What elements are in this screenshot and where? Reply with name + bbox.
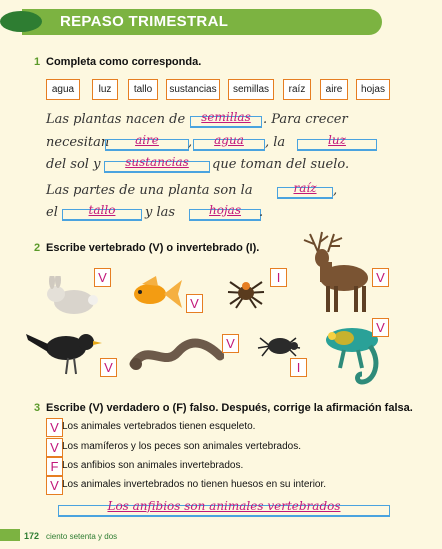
page-title: REPASO TRIMESTRAL — [60, 13, 229, 30]
exercise-number-2: 2 — [34, 242, 41, 254]
word-box: hojas — [356, 79, 390, 100]
sentence-text: Las plantas nacen de — [46, 112, 186, 127]
sentence-text: del sol y — [46, 157, 101, 172]
word-box: agua — [46, 79, 80, 100]
statement-text: Los animales vertebrados tienen esqueleto. — [62, 421, 256, 432]
leaf-icon — [0, 11, 42, 32]
true-false-box[interactable]: V — [46, 476, 63, 495]
vertebrate-answer-box[interactable]: V — [100, 358, 117, 377]
sentence-text: , la — [265, 135, 286, 150]
answer-field[interactable]: hojas — [189, 209, 261, 221]
sentence-text: , — [188, 135, 193, 150]
statement-text: Los animales invertebrados no tienen huesos en su interior. — [62, 479, 327, 490]
answer-field[interactable]: aire — [105, 139, 189, 151]
sentence-text: . — [259, 205, 264, 220]
footer-tab — [0, 529, 20, 541]
answer-field[interactable]: agua — [193, 139, 265, 151]
answer-field[interactable]: raíz — [277, 187, 333, 199]
statement-text: Los anfibios son animales invertebrados. — [62, 460, 244, 471]
invertebrate-answer-box[interactable]: I — [270, 268, 287, 287]
page-number-words: ciento setenta y dos — [46, 532, 118, 541]
answer-field[interactable]: sustancias — [104, 161, 210, 173]
statement-text: Los mamíferos y los peces son animales vertebrados. — [62, 441, 301, 452]
exercise-number-3: 3 — [34, 402, 41, 414]
rabbit-image — [44, 276, 100, 316]
sentence-text: necesitan — [46, 135, 110, 150]
sentence-text: que toman del suelo. — [212, 157, 350, 172]
answer-field[interactable]: luz — [297, 139, 377, 151]
true-false-box[interactable]: V — [46, 418, 63, 437]
spider-image — [226, 276, 266, 310]
sentence-text: Las partes de una planta son la — [46, 183, 253, 198]
word-box: aire — [320, 79, 348, 100]
snake-image — [128, 338, 224, 372]
sentence-text: . Para crecer — [263, 112, 348, 127]
deer-image — [300, 230, 372, 316]
page-number: 172 — [24, 531, 40, 541]
word-box: luz — [92, 79, 118, 100]
true-false-box[interactable]: F — [46, 457, 63, 476]
vertebrate-answer-box[interactable]: V — [372, 318, 389, 337]
sentence-text: , — [333, 183, 338, 198]
vertebrate-answer-box[interactable]: V — [222, 334, 239, 353]
exercise-1-instruction: Completa como corresponda. — [46, 56, 202, 68]
answer-field[interactable]: tallo — [62, 209, 142, 221]
vertebrate-answer-box[interactable]: V — [94, 268, 111, 287]
exercise-number-1: 1 — [34, 56, 41, 68]
word-box: semillas — [228, 79, 274, 100]
answer-field[interactable]: semillas — [190, 116, 262, 128]
blackbird-image — [24, 320, 104, 376]
word-box: sustancias — [166, 79, 220, 100]
goldfish-image — [128, 274, 184, 310]
word-box: raíz — [283, 79, 311, 100]
invertebrate-answer-box[interactable]: I — [290, 358, 307, 377]
sentence-text: el — [46, 205, 58, 220]
vertebrate-answer-box[interactable]: V — [186, 294, 203, 313]
vertebrate-answer-box[interactable]: V — [372, 268, 389, 287]
correction-field[interactable]: Los anfibios son animales vertebrados — [58, 505, 390, 517]
exercise-3-instruction: Escribe (V) verdadero o (F) falso. Después, corrige la afirmación falsa. — [46, 402, 413, 414]
page-header — [0, 0, 442, 38]
word-box: tallo — [128, 79, 158, 100]
sentence-text: y las — [145, 205, 176, 220]
beetle-image — [256, 334, 304, 358]
true-false-box[interactable]: V — [46, 438, 63, 457]
exercise-2-instruction: Escribe vertebrado (V) o invertebrado (I). — [46, 242, 260, 254]
